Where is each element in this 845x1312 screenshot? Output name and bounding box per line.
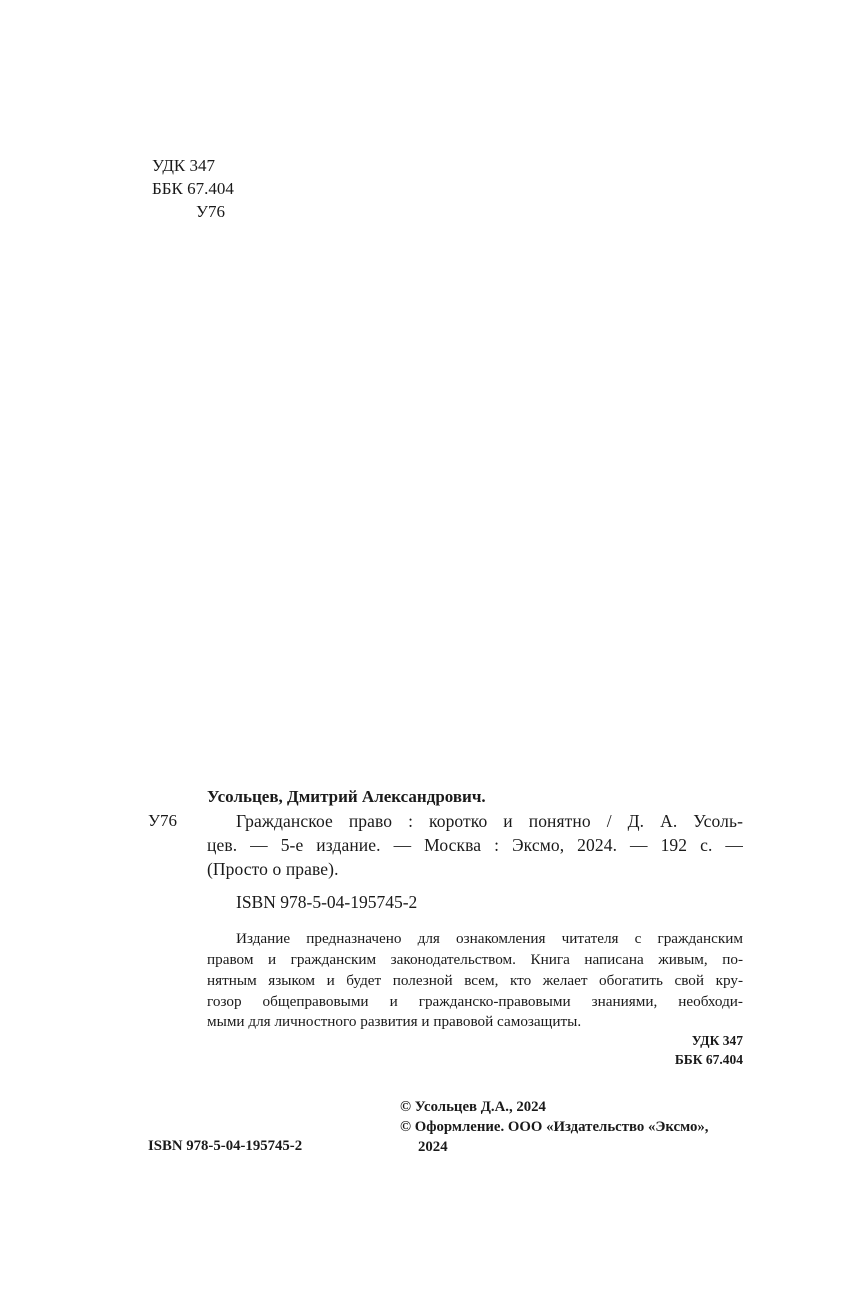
copyright-design: © Оформление. ООО «Издательство «Эксмо», <box>400 1119 709 1135</box>
annotation-line: мыми для личностного развития и правовой самозащиты. <box>207 1013 582 1030</box>
author-mark-top: У76 <box>196 202 226 221</box>
author-heading: Усольцев, Дмитрий Александрович. <box>207 787 486 806</box>
copyright-block <box>400 1097 709 1157</box>
isbn-bottom: ISBN 978-5-04-195745-2 <box>148 1138 303 1154</box>
description-line: (Просто о праве). <box>207 859 339 879</box>
classification-codes-bottom <box>600 1031 743 1069</box>
author-mark: У76 <box>148 811 178 830</box>
bbk-code: ББК 67.404 <box>674 1052 743 1067</box>
classification-codes-top <box>152 154 234 223</box>
copyright-author: © Усольцев Д.А., 2024 <box>400 1099 546 1115</box>
bbk-code: ББК 67.404 <box>152 179 234 198</box>
annotation-line: нятным языком и будет полезной всем, кто желает обогатить свой кру- <box>207 972 743 989</box>
annotation-line: гозор общеправовыми и гражданско-правовыми знаниями, необходи- <box>207 993 743 1010</box>
udk-code: УДК 347 <box>152 156 216 175</box>
copyright-design-year: 2024 <box>418 1139 448 1155</box>
udk-code: УДК 347 <box>691 1033 743 1048</box>
isbn-record: ISBN 978-5-04-195745-2 <box>236 892 418 912</box>
description-line: цев. — 5-е издание. — Москва : Эксмо, 2024. — 192 с. — <box>207 835 743 855</box>
annotation-line: правом и гражданским законодательством. Книга написана живым, по- <box>207 951 743 968</box>
annotation-line: Издание предназначено для ознакомления читателя с гражданским <box>236 930 743 947</box>
description-line: Гражданское право : коротко и понятно / Д. А. Усоль- <box>236 811 743 831</box>
